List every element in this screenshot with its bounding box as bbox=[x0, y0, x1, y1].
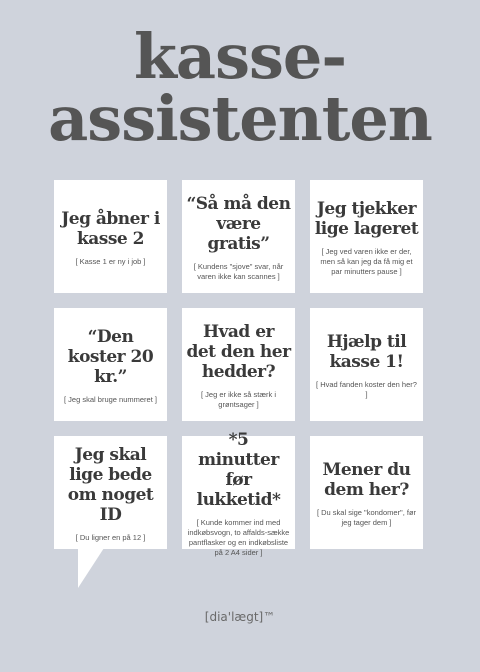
title-line-1: kasse- bbox=[133, 20, 347, 93]
card-note: [ Hvad fanden koster den her? ] bbox=[316, 379, 417, 399]
card-1 bbox=[54, 180, 167, 293]
card-heading: Jeg åbner i kasse 2 bbox=[61, 208, 160, 249]
card-heading: Hjælp til kasse 1! bbox=[326, 331, 407, 372]
card-heading: Jeg tjekker lige lageret bbox=[314, 198, 419, 239]
card-7 bbox=[54, 436, 167, 549]
card-5 bbox=[182, 308, 295, 421]
card-note: [ Jeg skal bruge nummeret ] bbox=[64, 394, 157, 404]
title-line-2: assistenten bbox=[48, 82, 432, 155]
card-heading: “Den koster 20 kr.” bbox=[67, 326, 154, 387]
card-2 bbox=[182, 180, 295, 293]
card-heading: Hvad er det den her hedder? bbox=[186, 321, 291, 382]
card-8 bbox=[182, 429, 295, 557]
card-note: [ Jeg er ikke så stærk i grøntsager ] bbox=[200, 389, 277, 409]
card-note: [ Kundens "sjove" svar, når varen ikke kan scannes ] bbox=[193, 261, 284, 281]
card-3 bbox=[310, 180, 423, 293]
card-heading: *5 minutter før lukketid* bbox=[196, 429, 281, 510]
card-note: [ Kasse 1 er ny i job ] bbox=[75, 256, 146, 266]
card-note: [ Kunde kommer ind med indkøbsvogn, to affalds-sække pantflasker og en indkøbsliste på 2 A4 sider ] bbox=[187, 517, 290, 557]
card-note: [ Jeg ved varen ikke er der, men så kan jeg da få mig et par minutters pause ] bbox=[320, 246, 413, 276]
card-4 bbox=[54, 308, 167, 421]
speech-bubble-tail bbox=[78, 548, 104, 588]
card-heading: “Så må den være gratis” bbox=[186, 193, 291, 254]
card-heading: Mener du dem her? bbox=[322, 459, 411, 500]
card-note: [ Du ligner en på 12 ] bbox=[75, 532, 146, 542]
card-6 bbox=[310, 308, 423, 421]
brand-logo: [dia'lægt]™ bbox=[204, 610, 276, 624]
card-heading: Jeg skal lige bede om noget ID bbox=[67, 444, 154, 525]
card-note: [ Du skal sige "kondomer", før jeg tager dem ] bbox=[316, 507, 417, 527]
card-9 bbox=[310, 436, 423, 549]
